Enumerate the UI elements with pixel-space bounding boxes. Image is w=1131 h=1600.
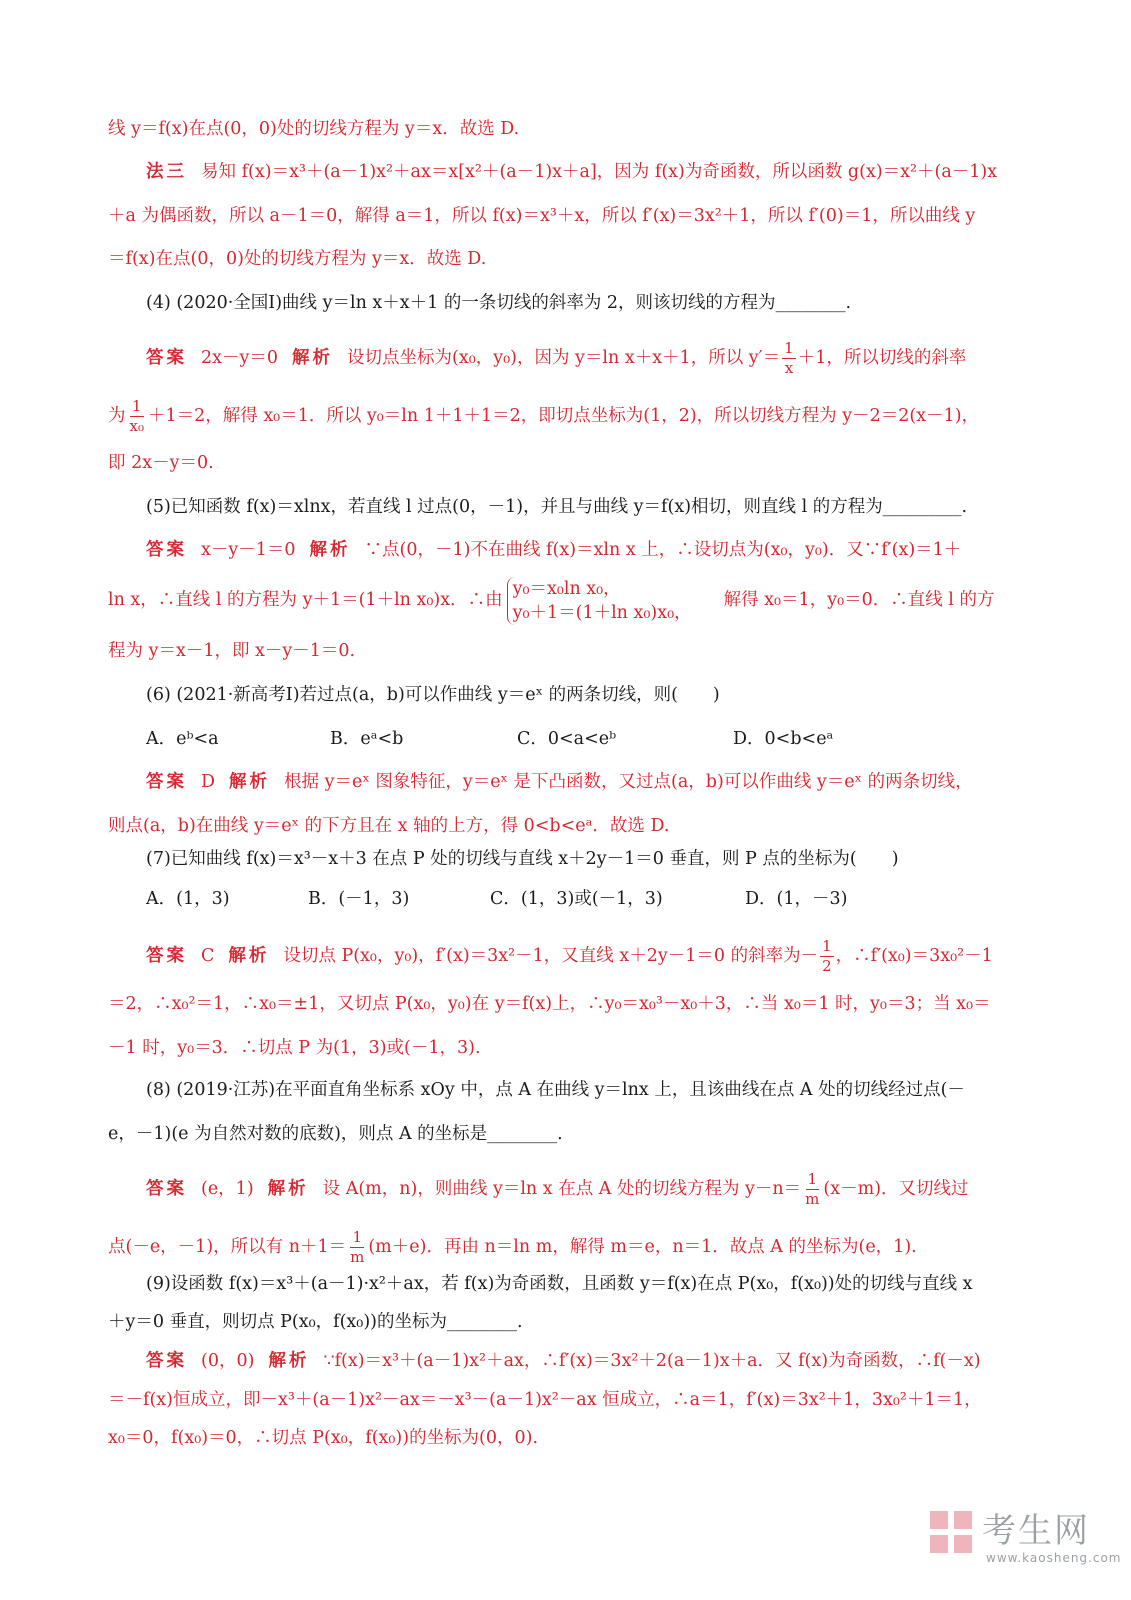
analysis-label: 解析 bbox=[309, 540, 351, 560]
solution-line: 即 2x－y＝0. bbox=[108, 453, 214, 473]
option-b: B．(－1，3) bbox=[308, 889, 410, 909]
analysis-label: 解析 bbox=[268, 1351, 310, 1371]
kaosheng-logo-icon bbox=[930, 1511, 974, 1555]
option-a: A．eᵇ<a bbox=[146, 729, 219, 749]
solution-line: ln x，∴直线 l 的方程为 y＋1＝(1＋ln x₀)x．∴由 y₀＝x₀ln x₀， y₀＋1＝(1＋ln x₀)x₀， 解得 x₀＝1，y₀＝0．∴直线 l 的方 bbox=[108, 578, 995, 623]
solution-line: 则点(a，b)在曲线 y＝eˣ 的下方且在 x 轴的上方，得 0<b<eᵃ．故选 D. bbox=[108, 816, 670, 836]
watermark-logo bbox=[930, 1505, 1122, 1575]
question-5: (5)已知函数 f(x)＝xlnx，若直线 l 过点(0，－1)，并且与曲线 y＝f(x)相切，则直线 l 的方程为_________. bbox=[146, 497, 968, 517]
option-d: D．(1，－3) bbox=[745, 889, 848, 909]
solution-line: 线 y＝f(x)在点(0，0)处的切线方程为 y＝x．故选 D. bbox=[108, 119, 520, 139]
watermark-url: www.kaosheng.com bbox=[986, 1551, 1122, 1565]
solution-line: ＝2，∴x₀²＝1，∴x₀＝±1，又切点 P(x₀，y₀)在 y＝f(x)上，∴y₀＝x₀³－x₀＋3，∴当 x₀＝1 时，y₀＝3；当 x₀＝ bbox=[108, 994, 991, 1014]
answer-label: 答案 bbox=[146, 1351, 187, 1371]
question-9: (9)设函数 f(x)＝x³＋(a－1)·x²＋ax，若 f(x)为奇函数，且函数 y＝f(x)在点 P(x₀，f(x₀))处的切线与直线 x bbox=[146, 1274, 973, 1294]
fraction: $\frac{1}{m}$ bbox=[350, 1228, 365, 1266]
option-d: D．0<b<eᵃ bbox=[733, 729, 834, 749]
answer-9: 答案 (0，0) 解析 ∵f(x)＝x³＋(a－1)x²＋ax，∴f′(x)＝3x²＋2(a－1)x＋a．又 f(x)为奇函数，∴f(－x) bbox=[146, 1351, 981, 1371]
solution-line: 点(－e，－1)，所以有 n＋1＝ $\frac{1}{m}$ (m＋e)．再由 n＝ln m，解得 m＝e，n＝1．故点 A 的坐标为(e，1). bbox=[108, 1228, 917, 1266]
solution-line: x₀＝0，f(x₀)＝0，∴切点 P(x₀，f(x₀))的坐标为(0，0). bbox=[108, 1428, 539, 1448]
answer-7: 答案 C 解析 设切点 P(x₀，y₀)，f′(x)＝3x²－1，又直线 x＋2y－1＝0 的斜率为－ $\frac{1}{2}$ ，∴f′(x₀)＝3x₀²－1 bbox=[146, 937, 993, 975]
answer-label: 答案 bbox=[146, 540, 187, 560]
question-7: (7)已知曲线 f(x)＝x³－x＋3 在点 P 处的切线与直线 x＋2y－1＝0 垂直，则 P 点的坐标为( ) bbox=[146, 849, 899, 869]
analysis-label: 解析 bbox=[267, 1179, 309, 1199]
analysis-label: 解析 bbox=[292, 348, 334, 368]
answer-6: 答案 D 解析 根据 y＝eˣ 图象特征，y＝eˣ 是下凸函数，又过点(a，b)可以作曲线 y＝eˣ 的两条切线， bbox=[146, 772, 973, 792]
answer-label: 答案 bbox=[146, 1179, 187, 1199]
watermark-name: 考生网 bbox=[982, 1511, 1090, 1551]
answer-5: 答案 x－y－1＝0 解析 ∵点(0，－1)不在曲线 f(x)＝xln x 上，∴设切点为(x₀，y₀)．又∵f′(x)＝1＋ bbox=[146, 540, 962, 560]
question-4: (4) (2020·全国Ⅰ)曲线 y＝ln x＋x＋1 的一条切线的斜率为 2，则该切线的方程为________. bbox=[146, 293, 852, 313]
fraction: $\frac{1}{\text{x₀}}$ bbox=[129, 397, 144, 435]
option-c: C．(1，3)或(－1，3) bbox=[490, 889, 663, 909]
solution-line: －1 时，y₀＝3．∴切点 P 为(1，3)或(－1，3). bbox=[108, 1038, 481, 1058]
answer-4: 答案 2x－y＝0 解析 设切点坐标为(x₀，y₀)，因为 y＝ln x＋x＋1，所以 y′＝ $\frac{1}{x}$ ＋1，所以切线的斜率 bbox=[146, 339, 967, 377]
option-c: C．0<a<eᵇ bbox=[517, 729, 617, 749]
option-a: A．(1，3) bbox=[146, 889, 230, 909]
question-8-cont: e，－1)(e 为自然对数的底数)，则点 A 的坐标是________. bbox=[108, 1124, 563, 1144]
option-b: B．eᵃ<b bbox=[330, 729, 404, 749]
answer-label: 答案 bbox=[146, 772, 187, 792]
answer-8: 答案 (e，1) 解析 设 A(m，n)，则曲线 y＝ln x 在点 A 处的切线方程为 y－n＝ $\frac{1}{m}$ (x－m)．又切线过 bbox=[146, 1170, 969, 1208]
solution-line: ＋a 为偶函数，所以 a－1＝0，解得 a＝1，所以 f(x)＝x³＋x，所以 f′(x)＝3x²＋1，所以 f′(0)＝1，所以曲线 y bbox=[108, 206, 976, 226]
answer-label: 答案 bbox=[146, 348, 187, 368]
solution-line: ＝f(x)在点(0，0)处的切线方程为 y＝x．故选 D. bbox=[108, 249, 487, 269]
solution-line: 法三 易知 f(x)＝x³＋(a－1)x²＋ax＝x[x²＋(a－1)x＋a]，因为 f(x)为奇函数，所以函数 g(x)＝x²＋(a－1)x bbox=[146, 162, 998, 182]
question-9-cont: ＋y＝0 垂直，则切点 P(x₀，f(x₀))的坐标为________. bbox=[108, 1312, 523, 1332]
question-8: (8) (2019·江苏)在平面直角坐标系 xOy 中，点 A 在曲线 y＝lnx 上，且该曲线在点 A 处的切线经过点(－ bbox=[146, 1080, 965, 1100]
fraction: $\frac{1}{m}$ bbox=[805, 1170, 820, 1208]
solution-line: 为 $\frac{1}{\text{x₀}}$ ＋1＝2，解得 x₀＝1．所以 y₀＝ln 1＋1＋1＝2，即切点坐标为(1，2)，所以切线方程为 y－2＝2(x－1)， bbox=[108, 397, 980, 435]
analysis-label: 解析 bbox=[228, 946, 270, 966]
fraction: $\frac{1}{x}$ bbox=[784, 339, 794, 377]
solution-line: 程为 y＝x－1，即 x－y－1＝0. bbox=[108, 641, 356, 661]
analysis-label: 解析 bbox=[229, 772, 271, 792]
method-label: 法三 bbox=[146, 162, 187, 182]
solution-line: ＝－f(x)恒成立，即－x³＋(a－1)x²－ax＝－x³－(a－1)x²－ax 恒成立，∴a＝1，f′(x)＝3x²＋1，3x₀²＋1＝1， bbox=[108, 1390, 982, 1410]
equation-system: y₀＝x₀ln x₀， y₀＋1＝(1＋ln x₀)x₀， bbox=[507, 577, 692, 625]
question-6: (6) (2021·新高考Ⅰ)若过点(a，b)可以作曲线 y＝eˣ 的两条切线，则( ) bbox=[146, 685, 720, 705]
fraction: $\frac{1}{2}$ bbox=[822, 937, 832, 975]
answer-label: 答案 bbox=[146, 946, 187, 966]
